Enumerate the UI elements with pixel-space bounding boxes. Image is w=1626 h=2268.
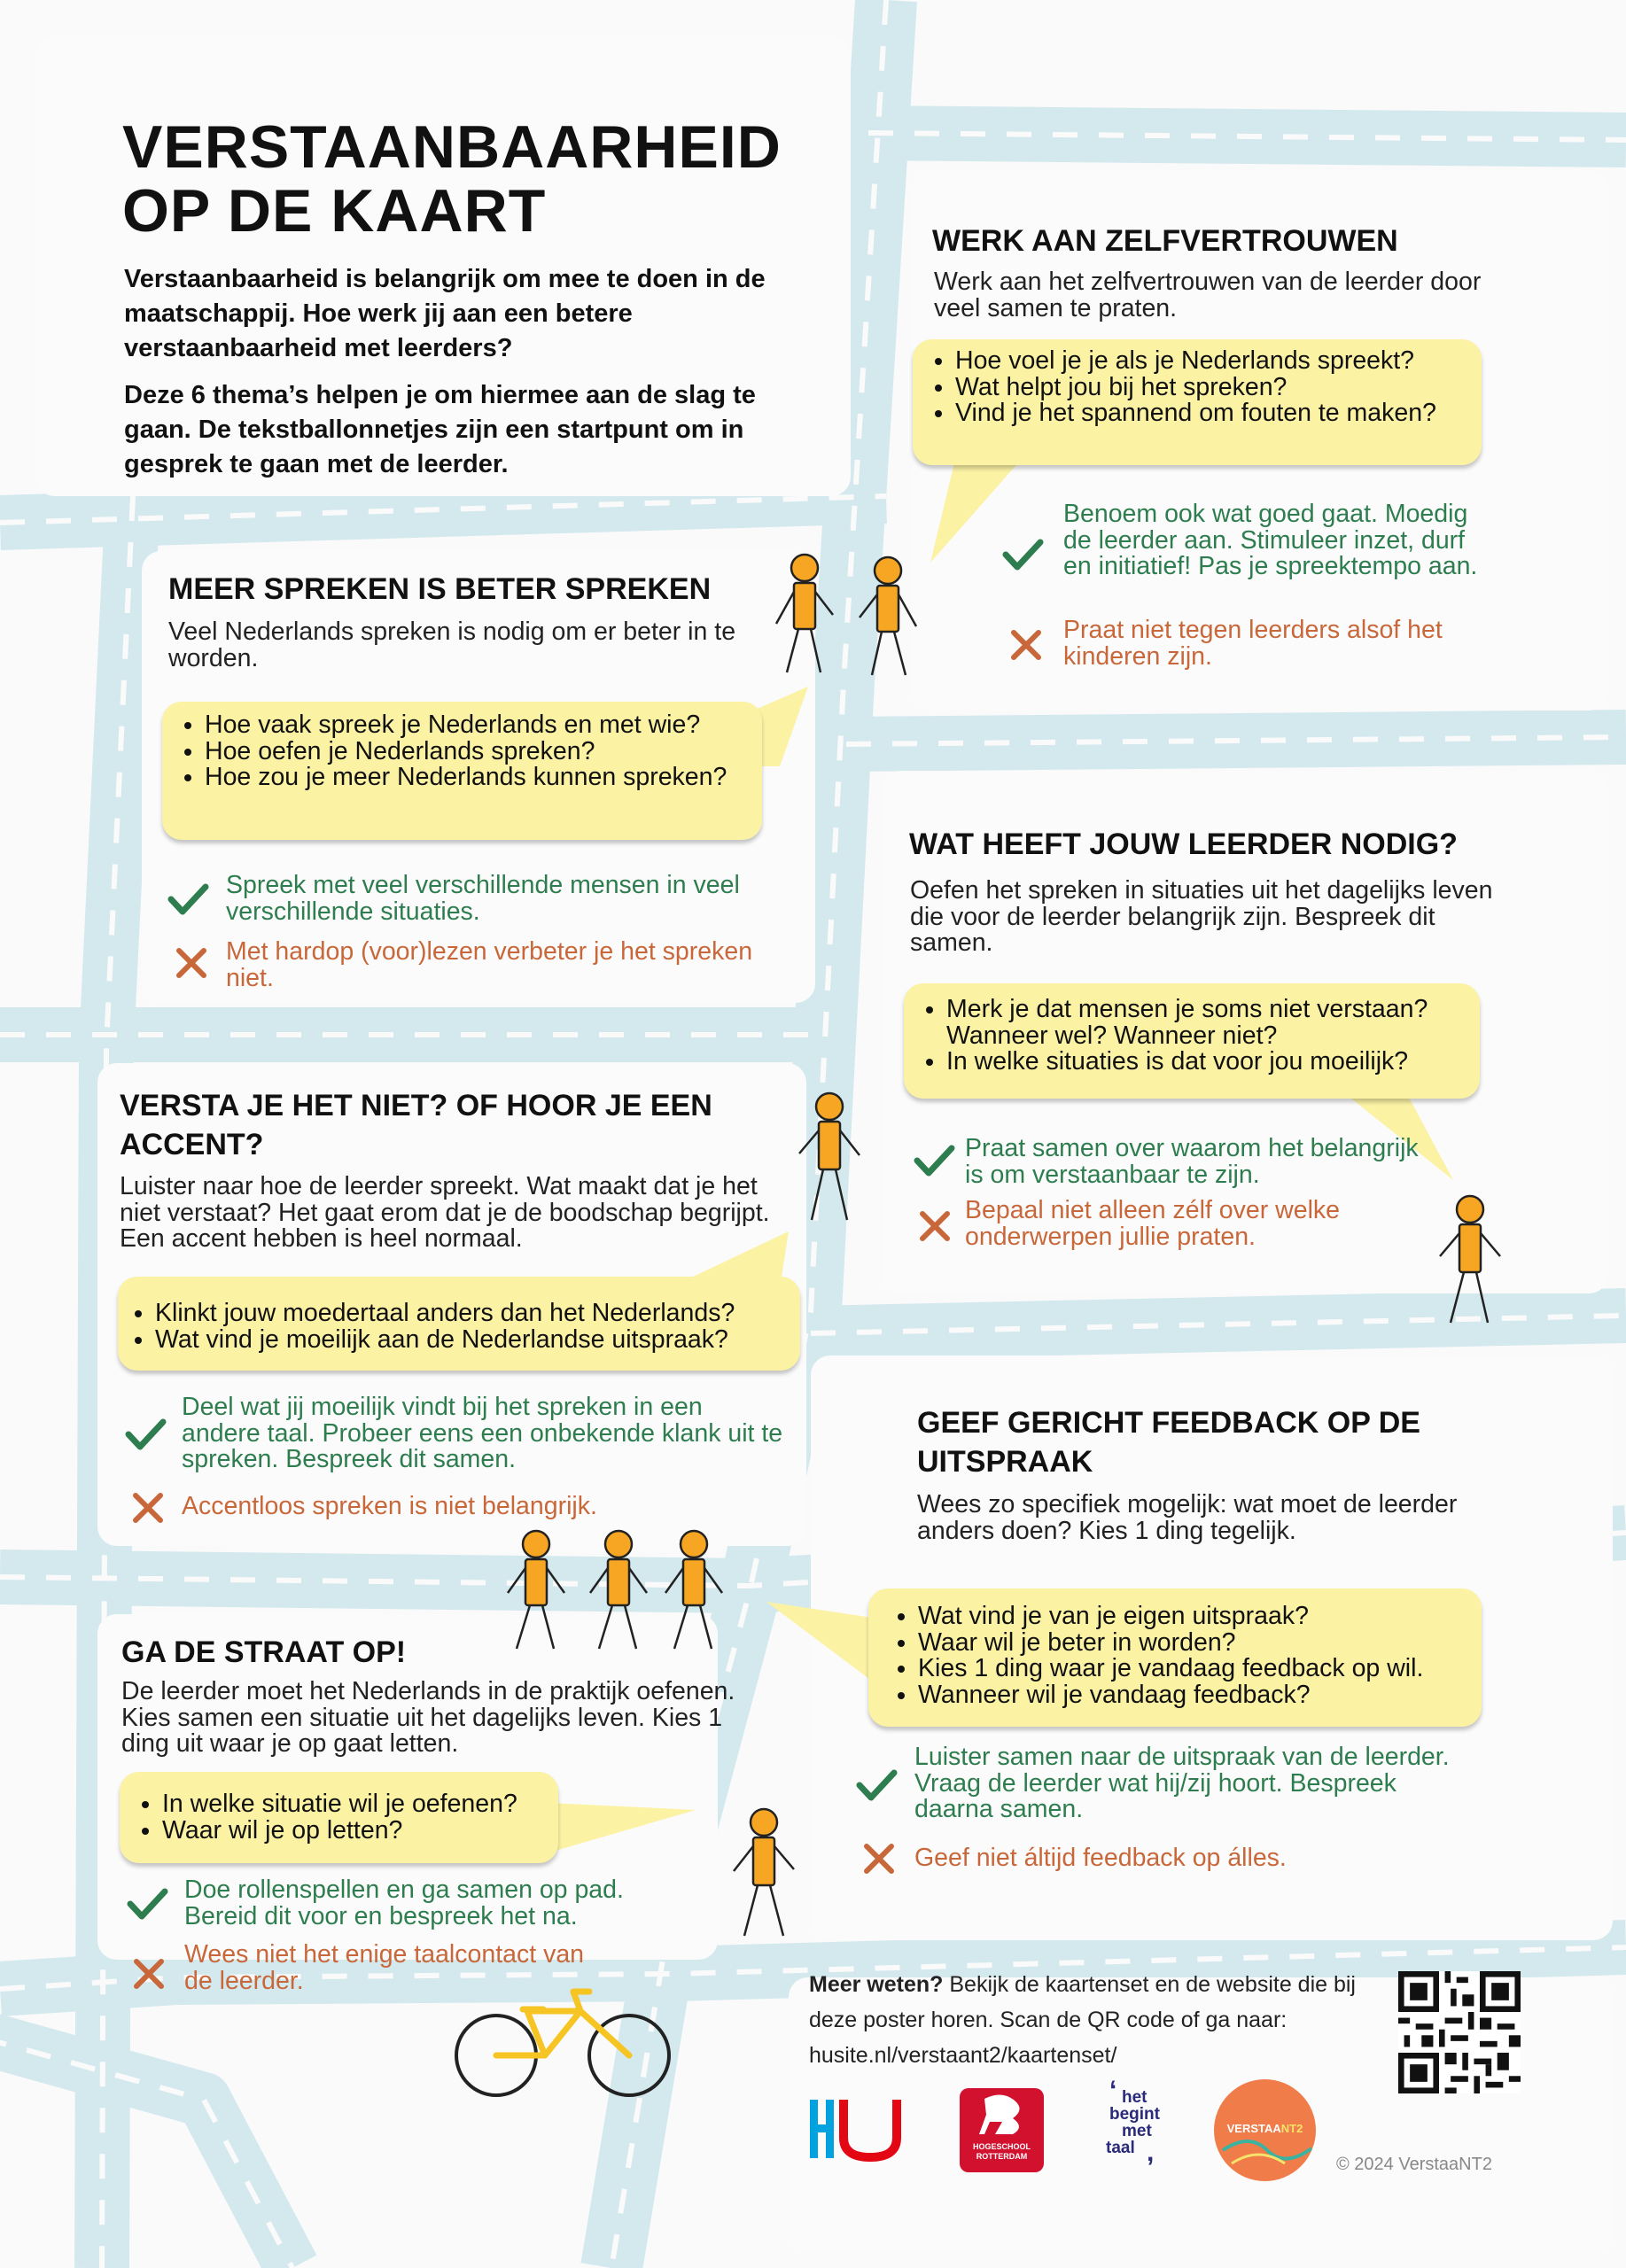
question-list xyxy=(904,997,1469,1076)
het-begint-met-taal-logo: het begint met taal ‘ , xyxy=(1106,2089,1168,2178)
dont-tip-accent: Accentloos spreken is niet belangrijk. xyxy=(182,1492,597,1520)
dont-tip-meer-spreken: Met hardop (voor)lezen verbeter je het spreken niet. xyxy=(226,937,753,992)
footer-more-text: Bekijk de kaartenset en de website die bij deze poster horen. Scan de QR code of ga naar: xyxy=(809,1972,1356,2032)
question-item: • Kies 1 ding waar je vandaag feedback op wil. xyxy=(918,1656,1494,1682)
question-item: • Wat helpt jou bij het spreken? xyxy=(955,375,1469,401)
hogeschool-rotterdam-logo xyxy=(960,2088,1044,2172)
question-item: • Vind je het spannend om fouten te maken? xyxy=(955,400,1469,427)
question-item: • Merk je dat mensen je soms niet verstaan? Wanneer wel? Wanneer niet? xyxy=(946,997,1469,1049)
footer-more-bold: Meer weten? xyxy=(809,1972,944,1997)
dont-tip-zelfvertrouwen: Praat niet tegen leerders alsof het kinderen zijn. xyxy=(1063,616,1443,671)
do-tip-zelfvertrouwen: Benoem ook wat goed gaat. Moedig de leerder aan. Stimuleer inzet, durf en initiatief! Pas je spreektempo aan. xyxy=(1063,500,1478,580)
hbmt-word: het xyxy=(1122,2088,1148,2107)
dont-tip-leerder-nodig: Bepaal niet alleen zélf over welke onderwerpen jullie praten. xyxy=(965,1196,1341,1251)
theme-desc-zelfvertrouwen: Werk aan het zelfvertrouwen van de leerder door veel samen te praten. xyxy=(934,268,1482,322)
person-figure-icon xyxy=(727,1807,801,1940)
person-figure-icon xyxy=(501,1529,572,1653)
verstaant2-prefix: VERSTAA xyxy=(1226,2122,1281,2135)
person-figure-icon xyxy=(1433,1194,1507,1327)
dont-tip-feedback: Geef niet áltijd feedback op álles. xyxy=(914,1844,1287,1872)
title-line-1: VERSTAANBAARHEID xyxy=(122,113,782,181)
do-tip-meer-spreken: Spreek met veel verschillende mensen in veel verschillende situaties. xyxy=(226,871,740,926)
check-icon xyxy=(167,880,211,919)
speech-bubble-feedback xyxy=(868,1588,1482,1727)
cross-icon xyxy=(917,1208,953,1244)
hbmt-word: met xyxy=(1122,2122,1152,2140)
question-item: • Waar wil je beter in worden? xyxy=(918,1630,1494,1657)
person-figure-icon xyxy=(658,1529,729,1653)
theme-desc-meer-spreken: Veel Nederlands spreken is nodig om er beter in te worden. xyxy=(168,617,736,672)
intro-paragraph-1: Verstaanbaarheid is belangrijk om mee te doen in de maatschappij. Hoe werk jij aan een betere verstaanbaarheid met leerders? xyxy=(124,265,766,362)
person-figure-icon xyxy=(769,553,840,677)
cross-icon xyxy=(130,1490,166,1526)
do-tip-accent: Deel wat jij moeilijk vindt bij het spreken in een andere taal. Probeer eens een onbekende klank uit te spreken. Bespreek dit samen. xyxy=(182,1393,783,1473)
question-item: • Waar wil je op letten? xyxy=(162,1818,552,1845)
dont-tip-straat: Wees niet het enige taalcontact van de leerder. xyxy=(184,1940,585,1995)
theme-title-straat: GA DE STRAAT OP! xyxy=(121,1635,407,1669)
person-figure-icon xyxy=(583,1529,654,1653)
check-icon xyxy=(124,1415,168,1454)
rotterdam-logo-mark xyxy=(960,2088,1044,2140)
speech-bubble-tail xyxy=(766,1602,882,1690)
question-list xyxy=(118,1301,802,1353)
theme-title-accent: VERSTA JE HET NIET? OF HOOR JE EEN ACCENT? xyxy=(120,1089,712,1161)
verstaant2-logo xyxy=(1214,2079,1316,2181)
title-line-2: OP DE KAART xyxy=(122,177,547,245)
do-tip-feedback: Luister samen naar de uitspraak van de leerder. Vraag de leerder wat hij/zij hoort. Bespreek daarna samen. xyxy=(914,1743,1450,1823)
do-tip-straat: Doe rollenspellen en ga samen op pad. Bereid dit voor en bespreek het na. xyxy=(184,1876,624,1930)
theme-desc-straat: De leerder moet het Nederlands in de praktijk oefenen. Kies samen een situatie uit het dagelijks leven. Kies 1 ding uit waar je op gaat letten. xyxy=(121,1677,735,1758)
theme-desc-leerder-nodig: Oefen het spreken in situaties uit het dagelijks leven die voor de leerder belangrijk zijn. Bespreek dit samen. xyxy=(910,876,1493,957)
question-list xyxy=(120,1791,552,1844)
question-item: • Klinkt jouw moedertaal anders dan het Nederlands? xyxy=(155,1301,802,1327)
speech-bubble-tail xyxy=(549,1794,700,1856)
theme-title-zelfvertrouwen: WERK AAN ZELFVERTROUWEN xyxy=(932,224,1398,258)
footer-more-info xyxy=(809,1967,1385,2038)
hbmt-word: begint xyxy=(1109,2105,1160,2124)
question-item: • Wat vind je van je eigen uitspraak? xyxy=(918,1604,1494,1630)
person-figure-icon xyxy=(792,1091,867,1224)
hr-logo-line1: HOGESCHOOL xyxy=(972,2142,1031,2151)
question-item: • Hoe voel je je als je Nederlands spreekt? xyxy=(955,348,1469,375)
theme-desc-feedback: Wees zo specifiek mogelijk: wat moet de leerder anders doen? Kies 1 ding tegelijk. xyxy=(917,1490,1458,1545)
question-item: • In welke situaties is dat voor jou moeilijk? xyxy=(946,1049,1469,1076)
speech-bubble-accent xyxy=(118,1277,800,1371)
theme-title-meer-spreken: MEER SPREKEN IS BETER SPREKEN xyxy=(168,572,712,606)
question-list xyxy=(162,712,736,791)
speech-bubble-leerder-nodig xyxy=(904,983,1480,1099)
question-item: • In welke situatie wil je oefenen? xyxy=(162,1791,552,1818)
theme-title-leerder-nodig: WAT HEEFT JOUW LEERDER NODIG? xyxy=(909,827,1458,861)
question-item: • Wat vind je moeilijk aan de Nederlandse uitspraak? xyxy=(155,1327,802,1354)
question-list xyxy=(913,348,1469,427)
cross-icon xyxy=(861,1841,897,1876)
question-item: • Hoe zou je meer Nederlands kunnen spreken? xyxy=(205,765,736,791)
speech-bubble-straat xyxy=(120,1772,558,1863)
cross-icon xyxy=(174,945,209,981)
theme-desc-accent: Luister naar hoe de leerder spreekt. Wat maakt dat je het niet verstaat? Het gaat erom dat je de boodschap begrijpt. Een accent hebben is heel normaal. xyxy=(120,1172,770,1253)
verstaant2-suffix: NT2 xyxy=(1280,2122,1303,2135)
footer-url-link[interactable]: husite.nl/verstaant2/kaartenset/ xyxy=(809,2043,1117,2068)
cross-icon xyxy=(1008,627,1044,663)
question-item: • Wanneer wil je vandaag feedback? xyxy=(918,1682,1494,1709)
do-tip-leerder-nodig: Praat samen over waarom het belangrijk is om verstaanbaar te zijn. xyxy=(965,1134,1419,1189)
hu-logo-mark xyxy=(808,2095,901,2162)
page-title xyxy=(122,115,782,243)
theme-title-feedback: GEEF GERICHT FEEDBACK OP DE UITSPRAAK xyxy=(917,1406,1420,1479)
check-icon xyxy=(913,1141,957,1180)
copyright: © 2024 VerstaaNT2 xyxy=(1336,2155,1492,2174)
hbmt-word: taal xyxy=(1106,2139,1135,2157)
qr-code-icon[interactable] xyxy=(1398,1971,1521,2093)
speech-bubble-meer-spreken xyxy=(162,702,762,840)
check-icon xyxy=(1001,535,1046,574)
check-icon xyxy=(126,1884,170,1923)
question-item: • Hoe vaak spreek je Nederlands en met wie? xyxy=(205,712,736,739)
hu-logo xyxy=(808,2095,901,2162)
question-list xyxy=(868,1604,1494,1708)
cross-icon xyxy=(131,1956,167,1992)
check-icon xyxy=(855,1766,899,1805)
intro-paragraph-2: Deze 6 thema’s helpen je om hiermee aan de slag te gaan. De tekstballonnetjes zijn een startpunt om in gesprek te gaan met de leerder. xyxy=(124,381,756,478)
speech-bubble-zelfvertrouwen xyxy=(913,339,1482,465)
hr-logo-line2: ROTTERDAM xyxy=(976,2152,1028,2161)
bicycle-icon xyxy=(447,1984,678,2100)
person-figure-icon xyxy=(852,555,923,680)
question-item: • Hoe oefen je Nederlands spreken? xyxy=(205,739,736,765)
